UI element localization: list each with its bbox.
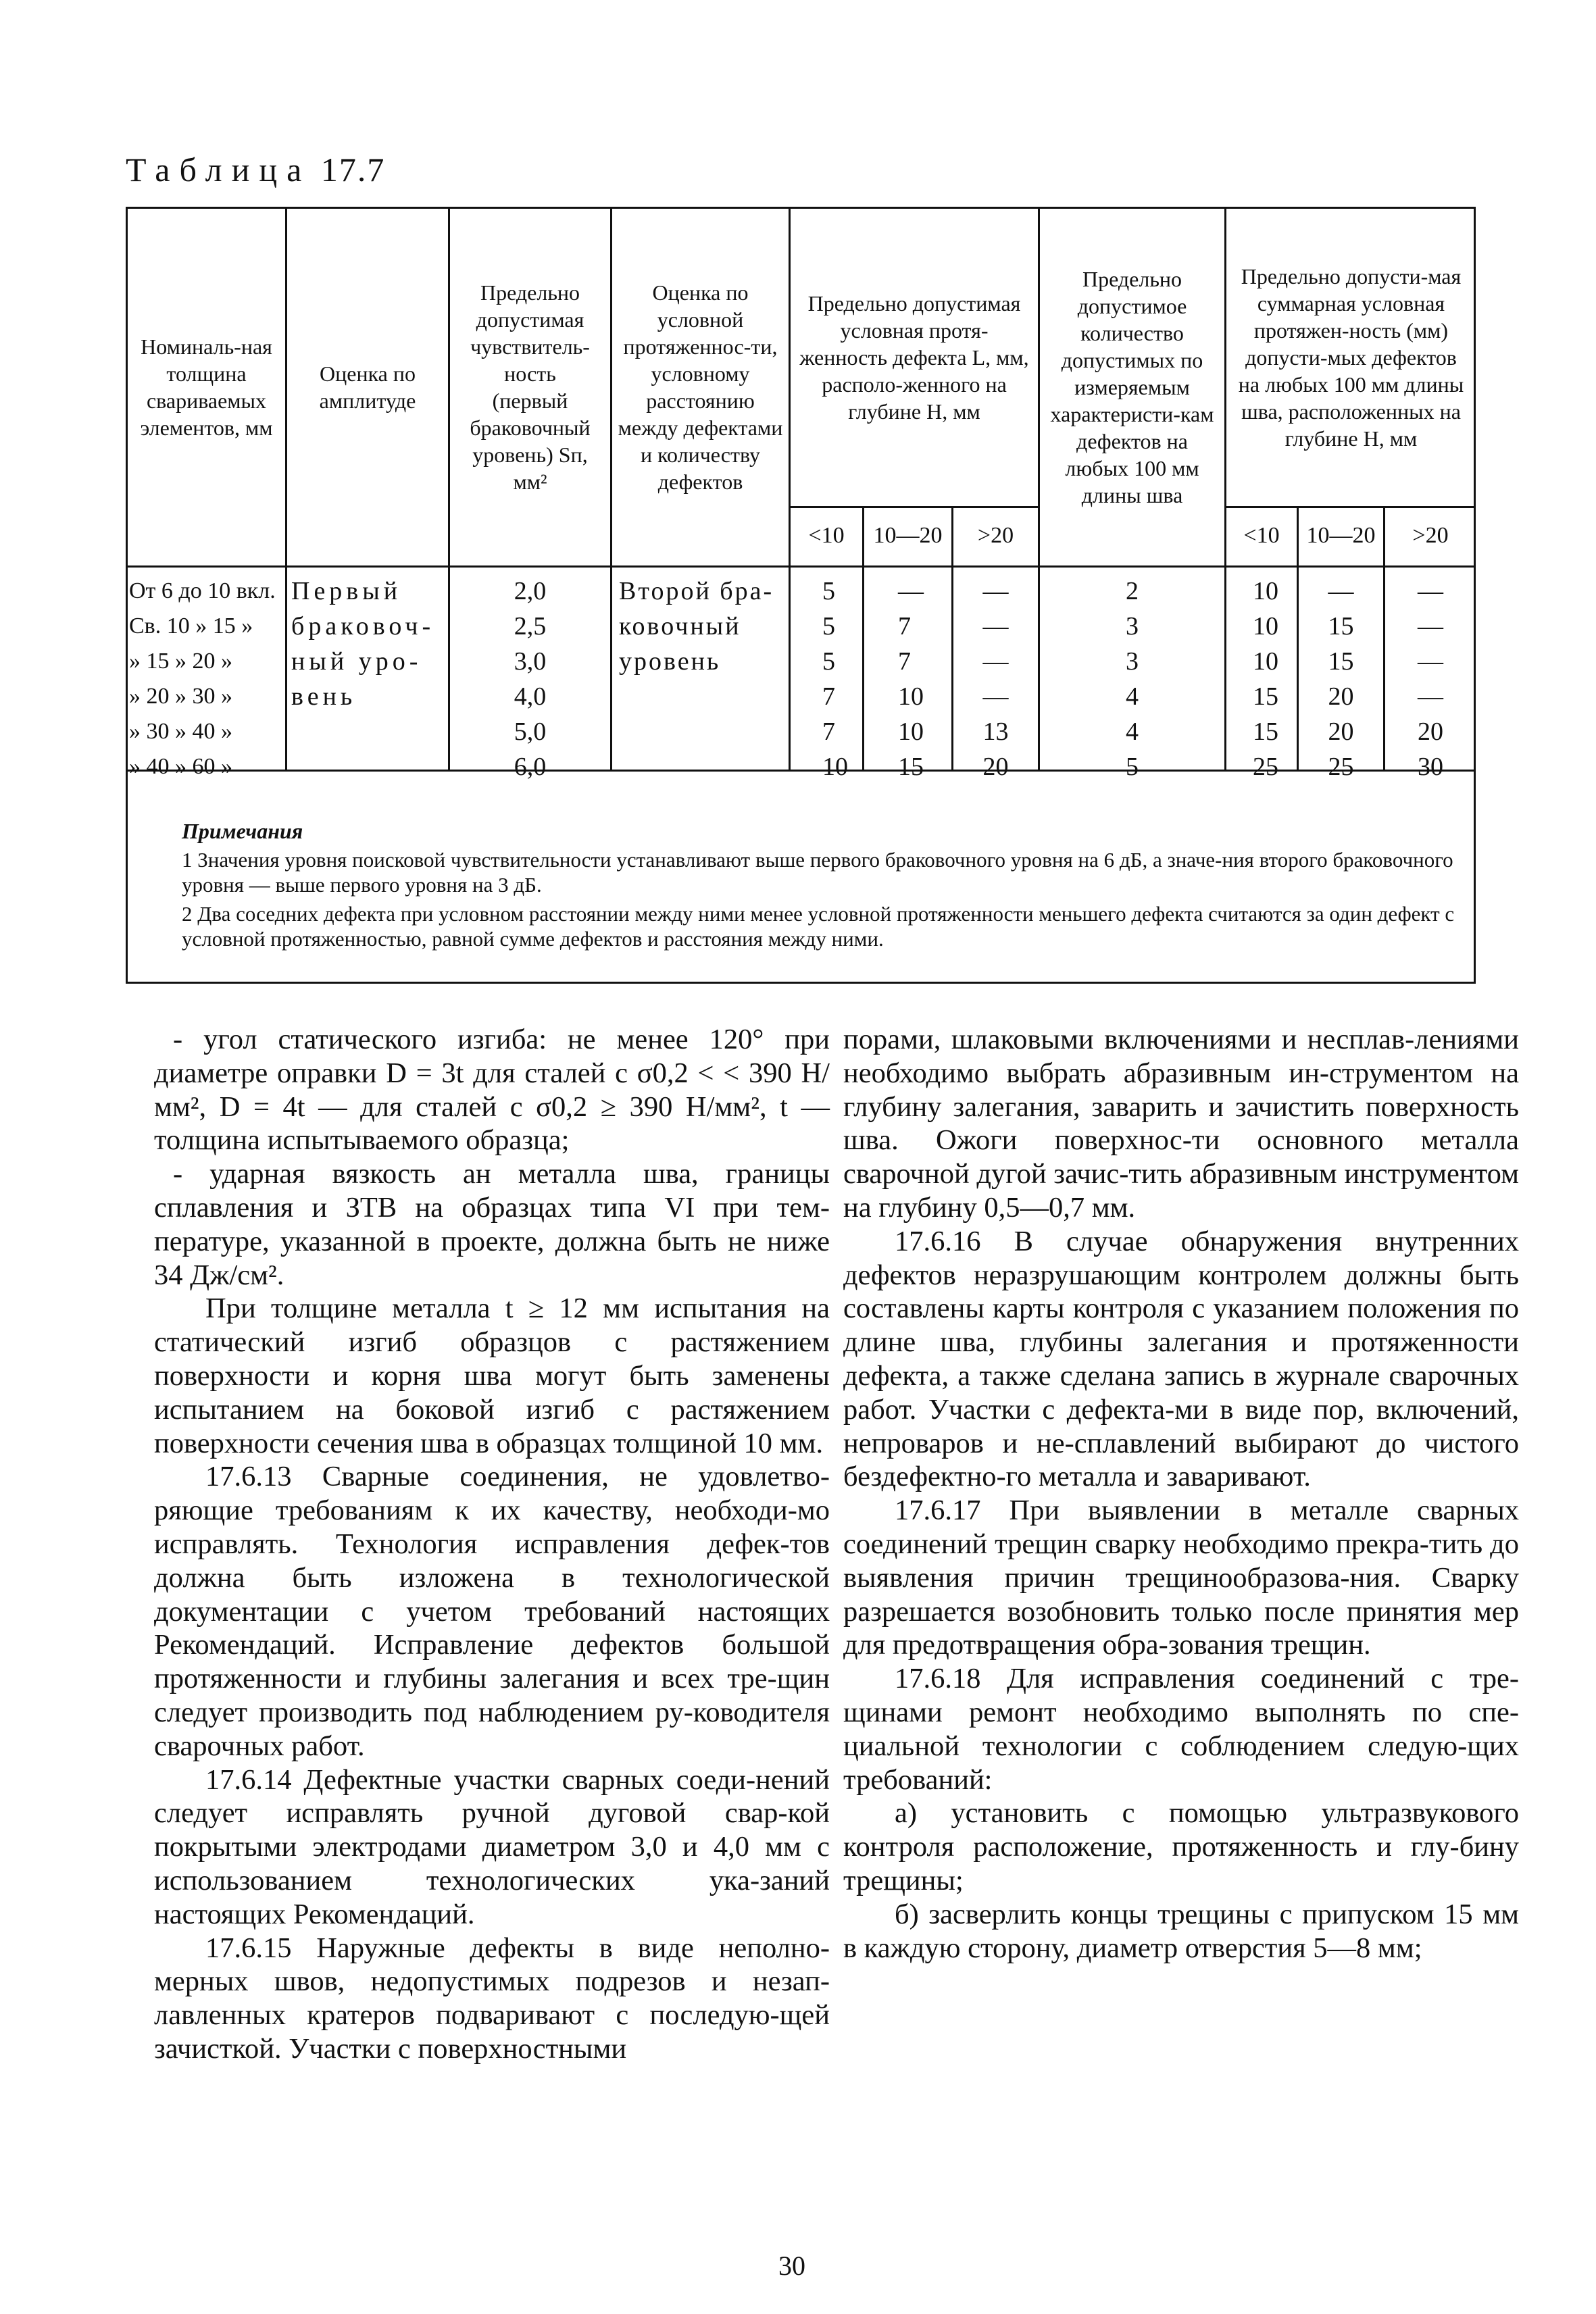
table-cell: 6,0 [514,753,547,781]
table-cell: 2,0 [514,577,547,605]
table-cell: » 30 » 40 » [129,719,232,744]
table-cell: 5 [822,612,835,640]
notes-title: Примечания [182,819,303,843]
depth-label: <10 [808,523,845,548]
header-amplitude: Оценка по амплитуде [319,361,416,413]
table-cell: 7 [898,647,911,676]
cell-line: ковочный [619,612,741,640]
table-cell: 15 [1253,682,1278,711]
header-count: Предельно допустимое количество допустимых по измеряемым характеристи-кам дефектов на любых 100 мм длины шва [1050,267,1214,507]
cell-line: ный уро- [291,647,422,676]
table-cell: 3 [1126,612,1139,640]
table-cell: 10 [898,682,924,711]
note-1: 1 Значения уровня поисковой чувствительности устанавливают выше первого браковочного уровня на 6 дБ, а значе-ния второго браковочного уровня — выше первого уровня на 3 дБ. [182,848,1453,897]
table-cell: 5 [822,647,835,676]
cell-line: вень [291,682,357,711]
cell-line: Первый [291,577,402,605]
table-cell: 20 [1328,718,1354,746]
sum-lt10-column [1253,574,1278,784]
table-cell: — [982,612,1009,640]
thickness-column [129,574,276,784]
paragraph: 17.6.16 В случае обнаружения внутренних дефектов неразрушающим контролем должны быть составлены карты контроля с указанием положения по длине шва, глубины залегания и протяженности дефекта, а также сделана запись в журнале сварочных работ. Участки с дефекта-ми в виде пор, включений, непроваров и не-сплавлений выбирают до чистого бездефектно-го металла и заваривают. [843,1225,1519,1493]
table-title-word: Таблица [126,151,311,188]
row-divider [128,565,1476,568]
table-cell: — [982,682,1009,711]
table-cell: 15 [1328,647,1354,676]
table-cell: 13 [982,718,1009,746]
length-gt20-column [953,574,1038,784]
header-conditional: Оценка по условной протяженнос-ти, условному расстоянию между дефектами и количеству дефектов [618,280,783,494]
cell-line: уровень [619,647,721,676]
sensitivity-column [450,574,610,784]
table-cell: 20 [1328,682,1354,711]
paragraph: При толщине металла t ≥ 12 мм испытания на статический изгиб образцов с растяжением поверхности и корня шва могут быть заменены испытанием на боковой изгиб с растяжением поверхности сечения шва в образцах толщиной 10 мм. [154,1292,830,1459]
amplitude-cell [291,574,434,714]
note-2: 2 Два соседних дефекта при условном расстоянии между ними менее условной протяженности меньшего дефекта считаются за один дефект с условной протяженностью, равной сумме дефектов и расстояния между ними. [182,902,1455,951]
table-cell: — [898,577,924,605]
table-cell: 25 [1328,753,1354,781]
table-cell: 10 [1253,612,1278,640]
left-text-column [154,1023,830,2066]
table-cell: 5,0 [514,718,547,746]
table-cell: 4,0 [514,682,547,711]
table-cell: 20 [982,753,1009,781]
table-cell: » 40 » 60 » [129,754,232,779]
table-cell: 10 [1253,647,1278,676]
table-cell: 2,5 [514,612,547,640]
depth-label: 10—20 [1306,523,1376,548]
depth-label: 10—20 [873,523,943,548]
table-cell: 10 [822,753,848,781]
paragraph: 17.6.15 Наружные дефекты в виде неполно-мерных швов, недопустимых подрезов и незап-лавленных кратеров подваривают с последую-щей зачисткой. Участки с поверхностными [154,1932,830,2065]
depth-label: <10 [1243,523,1280,548]
table-cell: Св. 10 » 15 » [129,613,253,638]
paragraph: а) установить с помощью ультразвукового контроля расположение, протяженность и глу-бину трещины; [843,1797,1519,1896]
table-title-number: 17.7 [320,151,386,188]
table-cell: 4 [1126,718,1139,746]
table-cell: — [982,647,1009,676]
table-cell: — [1418,682,1443,711]
sum-10-20-column [1299,574,1383,784]
table-cell: 7 [822,718,835,746]
table-cell: — [1328,577,1354,605]
table-cell: 4 [1126,682,1139,711]
table-cell: » 15 » 20 » [129,649,232,674]
paragraph: б) засверлить концы трещины с припуском 15 мм в каждую сторону, диаметр отверстия 5—8 мм; [843,1898,1519,1964]
table-cell: 7 [898,612,911,640]
table-cell: 15 [1328,612,1354,640]
paragraph: - ударная вязкость aн металла шва, границы сплавления и ЗТВ на образцах типа VI при тем-пературе, указанной в проекте, должна быть не ниже 34 Дж/см². [154,1158,830,1291]
table-17-7 [126,207,1476,984]
page-number: 30 [778,2250,805,2281]
length-lt10-column [822,574,848,784]
header-thickness: Номиналь-ная толщина свариваемых элементов, мм [140,334,273,440]
table-cell: 25 [1253,753,1278,781]
table-title [126,150,385,189]
header-length: Предельно допустимая условная протя-женность дефекта L, мм, располо-женного на глубине H, мм [799,291,1029,424]
cell-line: Второй бра- [619,577,774,605]
table-cell: 10 [1253,577,1278,605]
table-cell: » 20 » 30 » [129,684,232,709]
table-cell: — [1418,647,1443,676]
table-cell: От 6 до 10 вкл. [129,578,276,603]
depth-label: >20 [1412,523,1449,548]
table-cell: 5 [822,577,835,605]
table-cell: — [1418,612,1443,640]
table-cell: 3,0 [514,647,547,676]
table-cell: 15 [898,753,924,781]
table-cell: 2 [1126,577,1139,605]
table-cell: — [1418,577,1443,605]
header-sum: Предельно допусти-мая суммарная условная протяжен-ность (мм) допусти-мых дефектов на любых 100 мм длины шва, расположенных на глубине H, мм [1238,264,1464,451]
length-10-20-column [898,574,924,784]
count-column [1040,574,1224,784]
table-cell: — [982,577,1009,605]
paragraph: - угол статического изгиба: не менее 120° при диаметре оправки D = 3t для сталей с σ0,2 < < 390 Н/мм², D = 4t — для сталей с σ0,2 ≥ 390 Н/мм², t — толщина испытываемого образца; [154,1024,830,1157]
table-cell: 20 [1418,718,1443,746]
conditional-cell [619,574,774,679]
paragraph: 17.6.14 Дефектные участки сварных соеди-нений следует исправлять ручной дуговой свар-кой покрытыми электродами диаметром 3,0 и 4,0 мм с использованием технологических ука-заний настоящих Рекомендаций. [154,1763,830,1930]
table-cell: 3 [1126,647,1139,676]
depth-label: >20 [977,523,1014,548]
table-cell: 7 [822,682,835,711]
paragraph: порами, шлаковыми включениями и несплав-лениями необходимо выбрать абразивным ин-струментом на глубину залегания, заварить и зачистить поверхность шва. Ожоги поверхнос-ти основного металла сварочной дугой зачис-тить абразивным инструментом на глубину 0,5—0,7 мм. [843,1024,1519,1224]
table-cell: 5 [1126,753,1139,781]
right-text-column [843,1023,1519,1965]
cell-line: браковоч- [291,612,435,640]
table-cell: 10 [898,718,924,746]
header-sensitivity: Предельно допустимая чувствитель-ность (первый браковочный уровень) Sп, мм² [470,280,591,494]
table-cell: 15 [1253,718,1278,746]
sum-gt20-column [1385,574,1476,784]
paragraph: 17.6.13 Сварные соединения, не удовлетво-ряющие требованиям к их качеству, необходи-мо исправлять. Технология исправления дефек-тов должна быть изложена в технологической документации с учетом требований настоящих Рекомендаций. Исправление дефектов большой протяженности и глубины залегания и всех тре-щин следует производить под наблюдением ру-ководителя сварочных работ. [154,1461,830,1762]
paragraph: 17.6.17 При выявлении в металле сварных соединений трещин сварку необходимо прекра-тить до выявления причин трещинообразова-ния. Сварку разрешается возобновить только после принятия мер для предотвращения обра-зования трещин. [843,1494,1519,1661]
paragraph: 17.6.18 Для исправления соединений с тре-щинами ремонт необходимо выполнять по спе-циальной технологии с соблюдением следую-щих требований: [843,1663,1519,1796]
table-cell: 30 [1418,753,1443,781]
